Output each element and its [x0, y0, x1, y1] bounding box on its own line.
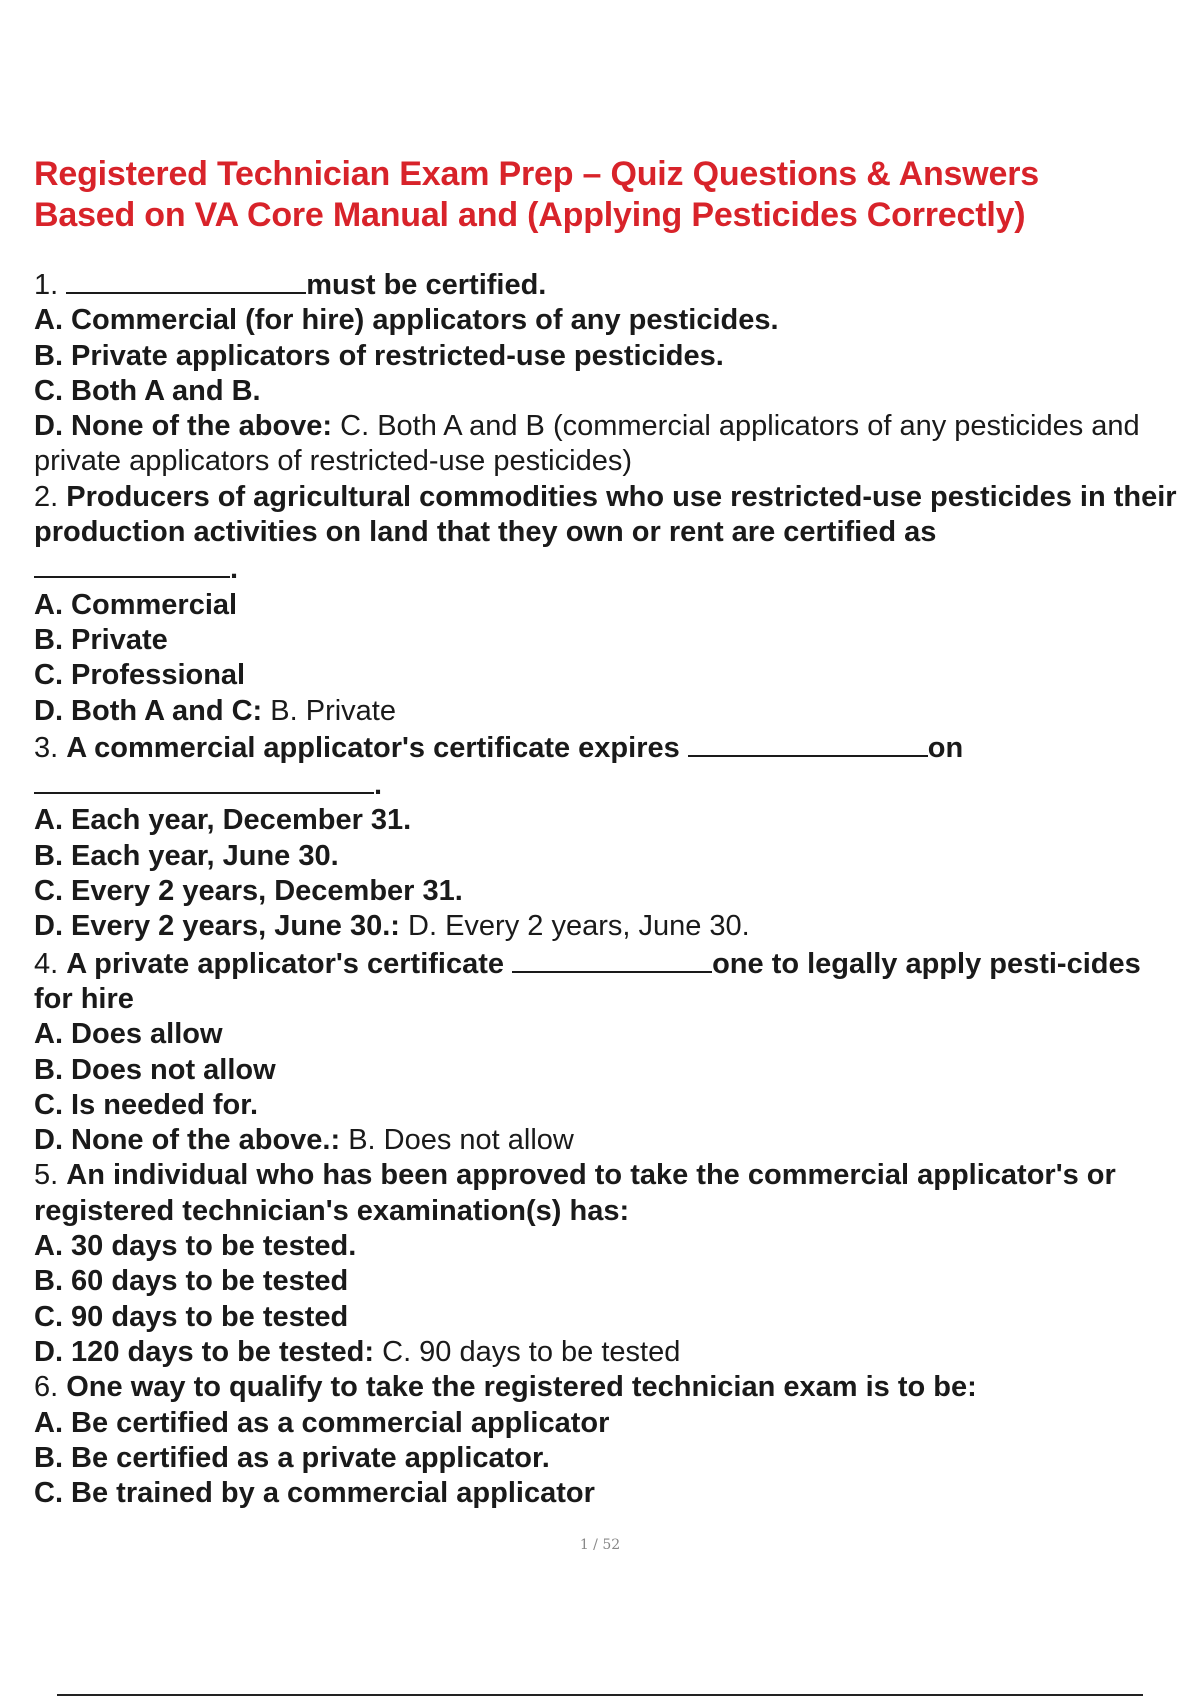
- answer-option: [34, 1300, 1184, 1335]
- fill-in-blank: [34, 766, 374, 794]
- title-line-1: Registered Technician Exam Prep – Quiz Questions & Answers: [34, 155, 1039, 193]
- answer-option: [34, 1123, 1184, 1158]
- option-text: B. Each year, June 30.: [34, 839, 339, 872]
- document-title: [34, 154, 1184, 236]
- option-text: A. Be certified as a commercial applicator: [34, 1406, 610, 1439]
- answer-option: [34, 1335, 1184, 1370]
- correct-answer: C. 90 days to be tested: [374, 1335, 681, 1368]
- option-text: A. 30 days to be tested.: [34, 1230, 357, 1263]
- correct-answer: C. Both A and B (commercial applicators of any pesticides and private applicators of restricted-use pesticides): [34, 410, 1140, 478]
- answer-option: [34, 339, 1184, 374]
- answer-option: [34, 374, 1184, 409]
- title-line-2: Based on VA Core Manual and (Applying Pesticides Correctly): [34, 196, 1026, 234]
- answer-option: [34, 658, 1184, 693]
- answer-option: [34, 874, 1184, 909]
- answer-option: [34, 1264, 1184, 1299]
- option-text: D. None of the above.:: [34, 1124, 341, 1157]
- question-2: [34, 480, 1184, 588]
- option-text: D. None of the above:: [34, 410, 333, 443]
- answer-option: [34, 1017, 1184, 1052]
- answer-option: [34, 623, 1184, 658]
- question-text: An individual who has been approved to take the commercial applicator's or registered technician's examination(s) has:: [34, 1159, 1116, 1227]
- document-page: [34, 154, 1184, 1511]
- option-text: B. Be certified as a private applicator.: [34, 1441, 550, 1474]
- option-text: C. Every 2 years, December 31.: [34, 875, 463, 908]
- option-text: A. Commercial (for hire) applicators of any pesticides.: [34, 304, 779, 337]
- question-text: A commercial applicator's certificate expires: [66, 731, 688, 764]
- question-5: [34, 1158, 1184, 1229]
- question-number: 2.: [34, 480, 59, 513]
- option-text: D. Both A and C:: [34, 694, 263, 727]
- fill-in-blank: [688, 729, 928, 757]
- page-number: 1 / 52: [579, 1537, 621, 1553]
- question-1: [34, 266, 1184, 303]
- fill-in-blank: [66, 266, 306, 294]
- option-text: B. Private: [34, 623, 168, 656]
- correct-answer: B. Private: [262, 694, 396, 727]
- answer-option: [34, 1053, 1184, 1088]
- question-text: on: [927, 731, 964, 764]
- answer-option: [34, 1441, 1184, 1476]
- fill-in-blank: [512, 945, 712, 973]
- answer-option: [34, 303, 1184, 338]
- option-text: A. Does allow: [34, 1018, 223, 1051]
- option-text: C. Both A and B.: [34, 374, 261, 407]
- option-text: D. Every 2 years, June 30.:: [34, 910, 400, 943]
- question-text: Producers of agricultural commodities who use restricted-use pesticides in their production activities on land that they own or rent are certified as: [34, 480, 1177, 549]
- question-number: 1.: [34, 269, 59, 301]
- option-text: C. Professional: [34, 659, 246, 692]
- answer-option: [34, 409, 1184, 480]
- footer-divider: [57, 1694, 1143, 1696]
- option-text: C. Be trained by a commercial applicator: [34, 1477, 595, 1510]
- option-text: B. Private applicators of restricted-use pesticides.: [34, 339, 724, 372]
- answer-option: [34, 694, 1184, 729]
- question-number: 4.: [34, 947, 59, 980]
- answer-option: [34, 909, 1184, 944]
- option-text: A. Commercial: [34, 588, 238, 621]
- question-number: 5.: [34, 1159, 59, 1192]
- question-list: [34, 266, 1184, 1511]
- question-text: one to legally apply pesti-cides for hire: [34, 947, 1141, 1015]
- question-text: One way to qualify to take the registered technician exam is to be:: [66, 1371, 977, 1404]
- question-4: [34, 945, 1184, 1018]
- question-text: .: [374, 769, 383, 802]
- answer-option: [34, 803, 1184, 838]
- correct-answer: D. Every 2 years, June 30.: [399, 910, 750, 943]
- question-number: 3.: [34, 731, 59, 764]
- question-6: [34, 1370, 1184, 1405]
- answer-option: [34, 1406, 1184, 1441]
- option-text: C. 90 days to be tested: [34, 1300, 349, 1333]
- fill-in-blank: [34, 550, 230, 578]
- question-3: [34, 729, 1184, 804]
- answer-option: [34, 1229, 1184, 1264]
- option-text: B. 60 days to be tested: [34, 1265, 349, 1298]
- answer-option: [34, 1088, 1184, 1123]
- answer-option: [34, 839, 1184, 874]
- answer-option: [34, 588, 1184, 623]
- option-text: A. Each year, December 31.: [34, 804, 412, 837]
- answer-option: [34, 1476, 1184, 1511]
- option-text: B. Does not allow: [34, 1053, 276, 1086]
- question-text: must be certified.: [306, 269, 547, 301]
- question-text: A private applicator's certificate: [66, 947, 513, 980]
- question-text: .: [230, 553, 239, 586]
- option-text: C. Is needed for.: [34, 1088, 258, 1121]
- question-number: 6.: [34, 1371, 59, 1404]
- correct-answer: B. Does not allow: [340, 1124, 574, 1157]
- option-text: D. 120 days to be tested:: [34, 1335, 375, 1368]
